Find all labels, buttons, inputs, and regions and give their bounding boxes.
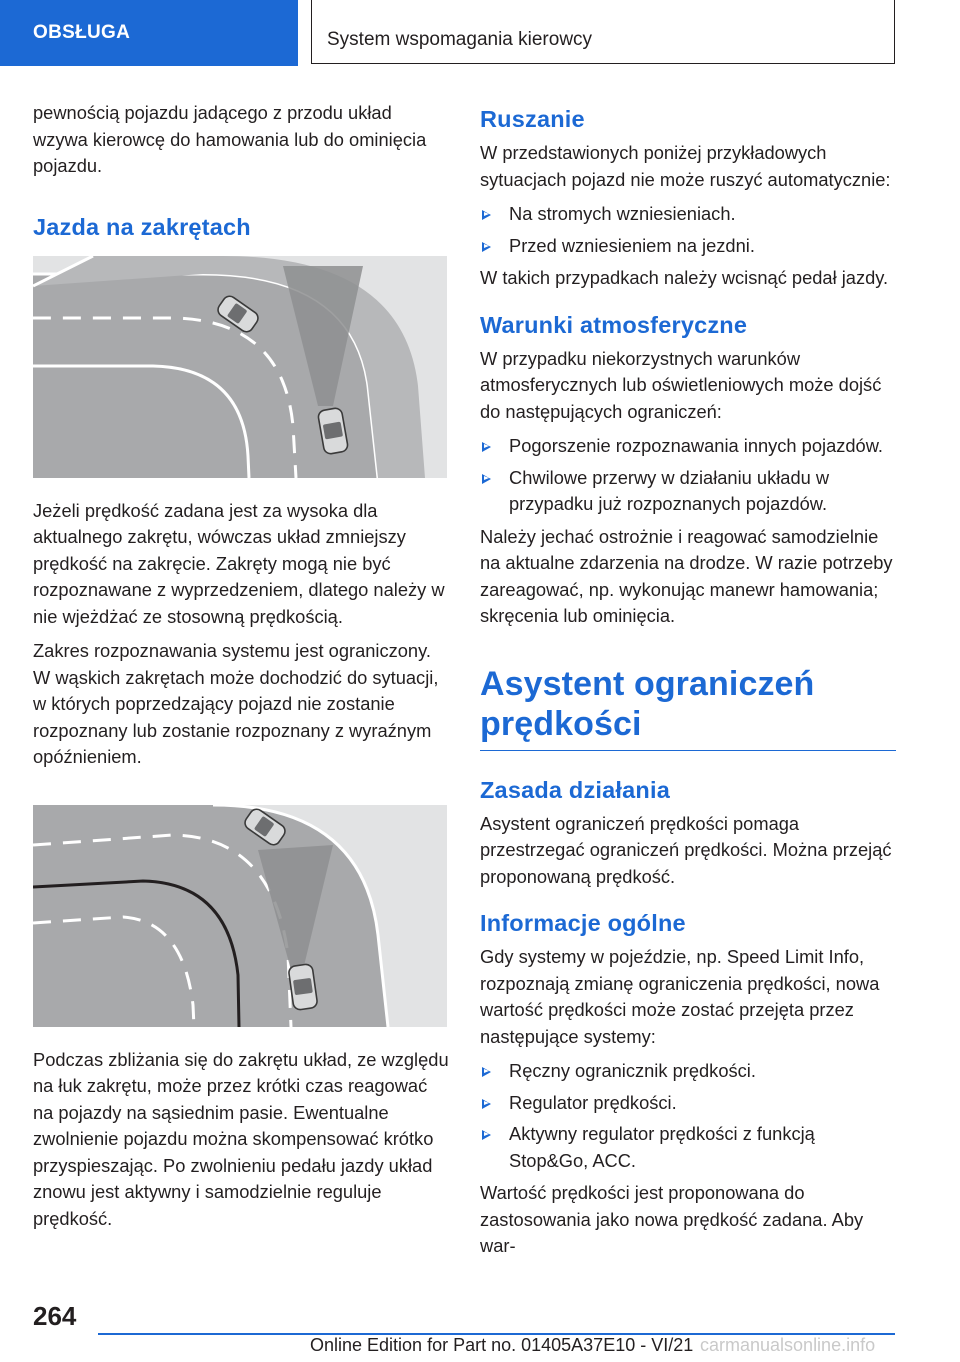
heading-weather: Warunki atmosferyczne [480,311,748,338]
paragraph: Podczas zbliżania się do zakrętu układ, ze względu na łuk zakrętu, może przez krótki czas reagować na pojazdy na sąsiednim pasie. Ewentualne zwolnienie pojazdu można skompensować krótko przyspieszając. Po zwolnieniu pedału jazdy układ znowu jest aktywny i samodzielnie reguluje prędkość. [33,1048,449,1229]
weather-list [480,433,896,518]
triangle-bullet-icon [482,474,491,484]
triangle-bullet-icon [482,210,491,220]
heading-speed-limit-assistant: Asystent ograniczeń prędkości [480,664,896,751]
start-list [480,201,896,259]
heading-start: Ruszanie [480,106,585,132]
list-item: Przed wzniesieniem na jezdni. [480,233,896,260]
chapter-title: System wspomagania kierowcy [311,0,895,64]
heading-general: Informacje ogólne [480,910,686,936]
triangle-bullet-icon [482,242,491,252]
curve-illustration-2 [33,805,447,1027]
paragraph: Zakres rozpoznawania systemu jest ograniczony. W wąskich zakrętach może dochodzić do sytuacji, w których poprzedzający pojazd nie zostanie rozpoznany lub zostanie rozpoznany z wyraźnym opóźnieniem. [33,640,439,767]
paragraph: Jeżeli prędkość zadana jest za wysoka dla aktualnego zakrętu, wówczas układ zmniejszy prędkość na zakręcie. Zakręty mogą nie być rozpoznawane z wyprzedzeniem, dlatego należy w nie wjeżdżać ze stosowną prędkością. [33,499,445,627]
page-header [0,0,960,66]
list-item: Na stromych wzniesieniach. [480,201,896,228]
list-item: Aktywny regulator prędkości z funkcją Stop&Go, ACC. [480,1121,896,1174]
paragraph: W przedstawionych poniżej przykładowych sytuacjach pojazd nie może ruszyć automatycznie: [480,142,891,190]
section-tab: OBSŁUGA [0,0,298,66]
list-item: Ręczny ogranicznik prędkości. [480,1058,896,1085]
paragraph: pewnością pojazdu jadącego z przodu układ wzywa kierowcę do hamowania lub do ominięcia pojazdu. [33,102,427,176]
systems-list [480,1058,896,1174]
paragraph: W takich przypadkach należy wcisnąć pedał jazdy. [480,267,889,288]
paragraph: Gdy systemy w pojeździe, np. Speed Limit Info, rozpoznają zmianę ograniczenia prędkości, nowa wartość prędkości może zostać przejęta przez następujące systemy: [480,946,880,1047]
edition-info: Online Edition for Part no. 01405A37E10 - VI/21 [310,1335,694,1355]
triangle-bullet-icon [482,1099,491,1109]
heading-principle: Zasada działania [480,776,670,803]
triangle-bullet-icon [482,1130,491,1140]
paragraph: Asystent ograniczeń prędkości pomaga przestrzegać ograniczeń prędkości. Można przejąć proponowaną prędkość. [480,812,892,887]
page-number: 264 [33,1301,77,1331]
paragraph: Wartość prędkości jest proponowana do zastosowania jako nowa prędkość zadana. Aby war- [480,1182,864,1256]
triangle-bullet-icon [482,442,491,452]
list-item: Regulator prędkości. [480,1090,896,1117]
list-item: Pogorszenie rozpoznawania innych pojazdów. [480,433,896,460]
paragraph: Należy jechać ostrożnie i reagować samodzielnie na aktualne zdarzenia na drodze. W razie potrzeby zareagować, np. wykonując manewr hamowania; skręcenia lub ominięcia. [480,525,893,626]
heading-curves: Jazda na zakrętach [33,213,251,240]
watermark: carmanualsonline.info [700,1335,876,1355]
triangle-bullet-icon [482,1067,491,1077]
left-column [33,100,449,1240]
paragraph: W przypadku niekorzystnych warunków atmosferycznych lub oświetleniowych może dojść do następujących ograniczeń: [480,347,882,422]
right-column [480,100,896,1268]
list-item: Chwilowe przerwy w działaniu układu w przypadku już rozpoznanych pojazdów. [480,465,896,518]
curve-illustration-1 [33,256,447,478]
